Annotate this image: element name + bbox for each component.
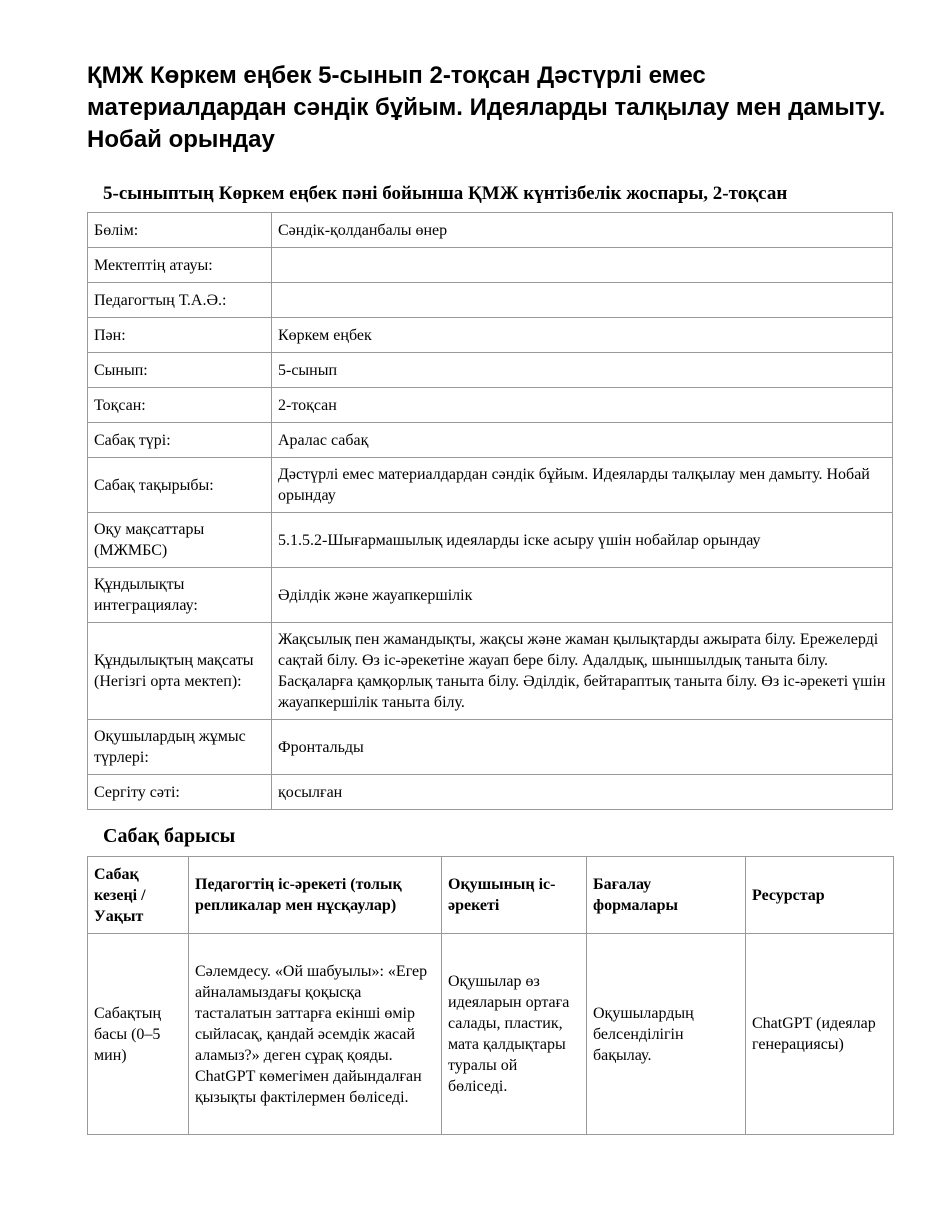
header-teacher-activity: Педагогтің іс-әрекеті (толық репликалар мен нұсқаулар) (189, 857, 442, 934)
info-row-lesson-type (88, 423, 893, 458)
info-row-value-goal (88, 623, 893, 720)
cell-student-activity: Оқушылар өз идеяларын ортаға салады, пластик, мата қалдықтары туралы ой бөліседі. (442, 934, 587, 1135)
info-row-teacher (88, 283, 893, 318)
info-row-quarter (88, 388, 893, 423)
info-label: Педагогтың Т.А.Ә.: (88, 283, 272, 318)
info-value: Әділдік және жауапкершілік (272, 568, 893, 623)
lesson-progress-table (87, 856, 894, 1135)
header-resources: Ресурстар (746, 857, 894, 934)
info-label: Оқу мақсаттары (МЖМБС) (88, 513, 272, 568)
info-row-lesson-topic (88, 458, 893, 513)
info-row-work-types (88, 720, 893, 775)
info-label: Сергіту сәті: (88, 775, 272, 810)
info-row-section (88, 213, 893, 248)
info-label: Құндылықтың мақсаты (Негізгі орта мектеп): (88, 623, 272, 720)
info-row-refresh-moment (88, 775, 893, 810)
info-value: Көркем еңбек (272, 318, 893, 353)
info-row-grade (88, 353, 893, 388)
info-value (272, 248, 893, 283)
info-label: Құндылықты интеграциялау: (88, 568, 272, 623)
document-page (87, 60, 893, 1135)
info-label: Мектептің атауы: (88, 248, 272, 283)
header-assessment: Бағалау формалары (587, 857, 746, 934)
cell-stage: Сабақтың басы (0–5 мин) (88, 934, 189, 1135)
info-label: Сабақ тақырыбы: (88, 458, 272, 513)
plan-heading: 5-сыныптың Көркем еңбек пәні бойынша ҚМЖ күнтізбелік жоспары, 2-тоқсан (103, 183, 788, 204)
info-row-school (88, 248, 893, 283)
info-label: Оқушылардың жұмыс түрлері: (88, 720, 272, 775)
info-value: Аралас сабақ (272, 423, 893, 458)
info-value (272, 283, 893, 318)
info-value: 5.1.5.2-Шығармашылық идеяларды іске асыру үшін нобайлар орындау (272, 513, 893, 568)
lesson-progress-heading: Сабақ барысы (103, 825, 236, 847)
info-value: қосылған (272, 775, 893, 810)
header-student-activity: Оқушының іс-әрекеті (442, 857, 587, 934)
info-value: Дәстүрлі емес материалдардан сәндік бұйым. Идеяларды талқылау мен дамыту. Нобай орындау (272, 458, 893, 513)
info-value: Сәндік-қолданбалы өнер (272, 213, 893, 248)
info-label: Бөлім: (88, 213, 272, 248)
info-value: Фронтальды (272, 720, 893, 775)
info-value: 5-сынып (272, 353, 893, 388)
info-row-subject (88, 318, 893, 353)
info-label: Сабақ түрі: (88, 423, 272, 458)
table-row (88, 934, 894, 1135)
info-row-value-integration (88, 568, 893, 623)
info-label: Пән: (88, 318, 272, 353)
document-title: ҚМЖ Көркем еңбек 5-сынып 2-тоқсан Дәстүрлі емес материалдардан сәндік бұйым. Идеяларды талқылау мен дамыту. Нобай орындау (87, 62, 886, 153)
cell-teacher-activity: Сәлемдесу. «Ой шабуылы»: «Егер айналамыздағы қоқысқа тасталатын заттарға екінші өмір сыйласақ, қандай әсемдік жасай аламыз?» деген сұрақ қояды. ChatGPT көмегімен дайындалған қызықты фактілермен бөліседі. (189, 934, 442, 1135)
info-value: 2-тоқсан (272, 388, 893, 423)
lesson-header-row (88, 857, 894, 934)
cell-resources: ChatGPT (идеялар генерациясы) (746, 934, 894, 1135)
info-value: Жақсылық пен жамандықты, жақсы және жаман қылықтарды ажырата білу. Ережелерді сақтай білу. Өз іс-әрекетіне жауап бере білу. Адалдық, шыншылдық таныта білу. Басқаларға қамқорлық таныта білу. Әділдік, бейтараптық таныта білу. Өз іс-әрекеті үшін жауапкершілік таныта білу. (272, 623, 893, 720)
cell-assessment: Оқушылардың белсенділігін бақылау. (587, 934, 746, 1135)
info-row-learning-objectives (88, 513, 893, 568)
info-label: Сынып: (88, 353, 272, 388)
lesson-info-table (87, 212, 893, 810)
info-label: Тоқсан: (88, 388, 272, 423)
header-stage: Сабақ кезеңі / Уақыт (88, 857, 189, 934)
